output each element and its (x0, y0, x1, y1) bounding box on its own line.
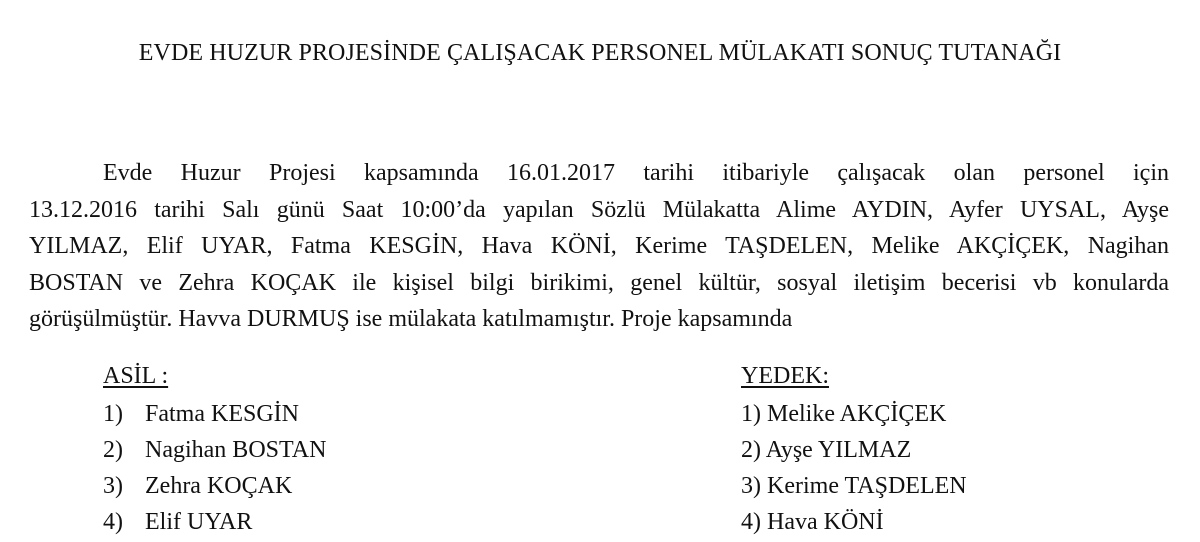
yedek-list-item (741, 396, 967, 432)
yedek-list-item (741, 468, 967, 504)
yedek-list-item (741, 432, 967, 468)
list-number: 4) (103, 509, 123, 535)
candidate-name: Melike AKÇİÇEK (767, 401, 947, 427)
asil-list-item (103, 432, 326, 468)
body-paragraph (29, 155, 1169, 338)
list-number: 1) (103, 401, 123, 427)
list-number: 2) (103, 437, 123, 463)
candidate-name: Ayşe YILMAZ (765, 437, 912, 463)
document-title: EVDE HUZUR PROJESİNDE ÇALIŞACAK PERSONEL MÜLAKATI SONUÇ TUTANAĞI (138, 40, 1062, 66)
candidate-name: Fatma KESGİN (145, 401, 299, 427)
asil-list-item (103, 504, 326, 540)
paragraph-line: görüşülmüştür. Havva DURMUŞ ise mülakata katılmamıştır. Proje kapsamında (29, 306, 793, 332)
list-number: 3) (103, 473, 123, 499)
asil-list (103, 396, 326, 540)
paragraph-line: BOSTAN ve Zehra KOÇAK ile kişisel bilgi birikimi, genel kültür, sosyal iletişim becerisi vb konularda (29, 269, 1169, 296)
paragraph-line: Evde Huzur Projesi kapsamında 16.01.2017 tarihi itibariyle çalışacak olan personel için (103, 160, 1169, 186)
paragraph-line: YILMAZ, Elif UYAR, Fatma KESGİN, Hava KÖNİ, Kerime TAŞDELEN, Melike AKÇİÇEK, Nagihan (29, 233, 1169, 259)
yedek-list (741, 396, 967, 540)
yedek-list-item (741, 504, 967, 540)
yedek-heading: YEDEK: (741, 363, 829, 389)
candidate-name: Zehra KOÇAK (145, 473, 293, 499)
candidate-name: Elif UYAR (145, 509, 253, 535)
list-number: 1) (741, 401, 761, 427)
list-number: 3) (741, 473, 761, 499)
paragraph-line: 13.12.2016 tarihi Salı günü Saat 10:00’da yapılan Sözlü Mülakatta Alime AYDIN, Ayfer UYSAL, Ayşe (29, 196, 1169, 223)
candidate-name: Kerime TAŞDELEN (767, 473, 967, 499)
list-number: 4) (741, 509, 761, 535)
candidate-name: Hava KÖNİ (767, 509, 884, 535)
list-number: 2) (741, 437, 761, 463)
asil-heading: ASİL : (103, 363, 169, 389)
candidate-name: Nagihan BOSTAN (145, 437, 327, 463)
asil-list-item (103, 396, 326, 432)
asil-list-item (103, 468, 326, 504)
